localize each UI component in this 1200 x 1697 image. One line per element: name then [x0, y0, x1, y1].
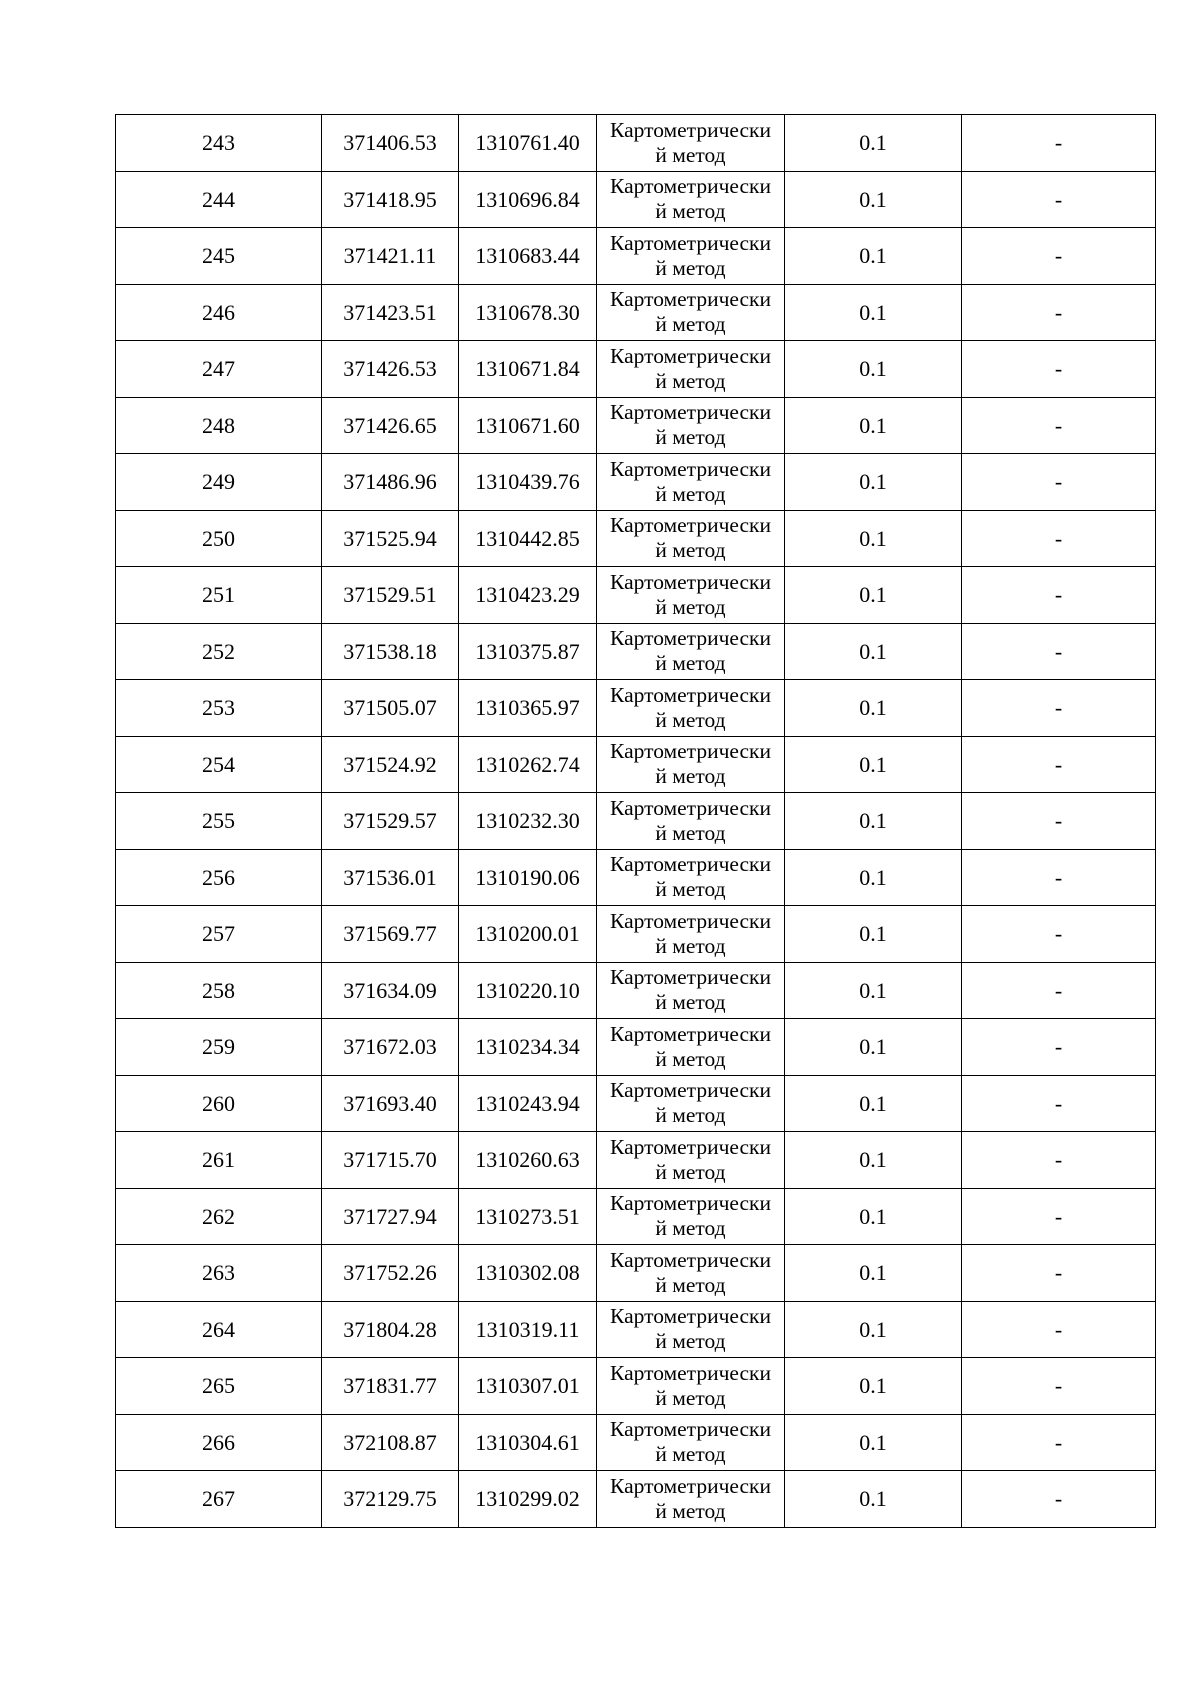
method-text-line-2: й метод [655, 877, 726, 902]
method-text-line-2: й метод [655, 199, 726, 224]
method-text-line-2: й метод [655, 1498, 726, 1523]
method-cell [597, 341, 785, 398]
method-text-line-1: Картометрически [610, 1191, 771, 1216]
method-text-line-2: й метод [655, 933, 726, 958]
point-number-cell: 256 [116, 849, 322, 906]
description-cell: - [962, 793, 1156, 850]
y-coordinate-cell: 1310696.84 [459, 171, 597, 228]
point-number-cell: 247 [116, 341, 322, 398]
method-text-line-2: й метод [655, 538, 726, 563]
method-text-line-2: й метод [655, 990, 726, 1015]
y-coordinate-cell: 1310302.08 [459, 1245, 597, 1302]
description-cell: - [962, 1245, 1156, 1302]
description-cell: - [962, 1358, 1156, 1415]
table-row [116, 228, 1156, 285]
method-cell [597, 623, 785, 680]
method-text-line-2: й метод [655, 764, 726, 789]
y-coordinate-cell: 1310200.01 [459, 906, 597, 963]
method-text-line-2: й метод [655, 594, 726, 619]
point-number-cell: 260 [116, 1075, 322, 1132]
accuracy-cell: 0.1 [785, 1245, 962, 1302]
x-coordinate-cell: 371529.57 [322, 793, 459, 850]
method-text-line-1: Картометрически [610, 682, 771, 707]
method-text-line-1: Картометрически [610, 965, 771, 990]
method-text-line-2: й метод [655, 1385, 726, 1410]
method-cell [597, 567, 785, 624]
accuracy-cell: 0.1 [785, 1188, 962, 1245]
accuracy-cell: 0.1 [785, 397, 962, 454]
accuracy-cell: 0.1 [785, 228, 962, 285]
method-text-line-2: й метод [655, 142, 726, 167]
table-row [116, 284, 1156, 341]
description-cell: - [962, 1132, 1156, 1189]
description-cell: - [962, 1414, 1156, 1471]
accuracy-cell: 0.1 [785, 623, 962, 680]
x-coordinate-cell: 371426.65 [322, 397, 459, 454]
table-row [116, 906, 1156, 963]
accuracy-cell: 0.1 [785, 680, 962, 737]
method-cell [597, 962, 785, 1019]
method-text-line-2: й метод [655, 368, 726, 393]
y-coordinate-cell: 1310304.61 [459, 1414, 597, 1471]
point-number-cell: 245 [116, 228, 322, 285]
x-coordinate-cell: 371418.95 [322, 171, 459, 228]
accuracy-cell: 0.1 [785, 171, 962, 228]
description-cell: - [962, 341, 1156, 398]
point-number-cell: 252 [116, 623, 322, 680]
accuracy-cell: 0.1 [785, 1132, 962, 1189]
method-cell [597, 1019, 785, 1076]
table-row [116, 849, 1156, 906]
description-cell: - [962, 962, 1156, 1019]
y-coordinate-cell: 1310307.01 [459, 1358, 597, 1415]
method-cell [597, 284, 785, 341]
table-row [116, 454, 1156, 511]
point-number-cell: 259 [116, 1019, 322, 1076]
table-row [116, 1075, 1156, 1132]
y-coordinate-cell: 1310243.94 [459, 1075, 597, 1132]
y-coordinate-cell: 1310683.44 [459, 228, 597, 285]
description-cell: - [962, 115, 1156, 172]
method-cell [597, 510, 785, 567]
x-coordinate-cell: 371538.18 [322, 623, 459, 680]
y-coordinate-cell: 1310439.76 [459, 454, 597, 511]
method-text-line-1: Картометрически [610, 1021, 771, 1046]
description-cell: - [962, 567, 1156, 624]
method-cell [597, 397, 785, 454]
description-cell: - [962, 1019, 1156, 1076]
accuracy-cell: 0.1 [785, 454, 962, 511]
accuracy-cell: 0.1 [785, 1414, 962, 1471]
table-row [116, 680, 1156, 737]
method-cell [597, 171, 785, 228]
table-row [116, 341, 1156, 398]
accuracy-cell: 0.1 [785, 510, 962, 567]
method-text-line-2: й метод [655, 312, 726, 337]
method-text-line-1: Картометрически [610, 343, 771, 368]
coordinates-table [115, 114, 1156, 1528]
method-text-line-1: Картометрически [610, 795, 771, 820]
description-cell: - [962, 1075, 1156, 1132]
y-coordinate-cell: 1310423.29 [459, 567, 597, 624]
method-cell [597, 1414, 785, 1471]
point-number-cell: 258 [116, 962, 322, 1019]
accuracy-cell: 0.1 [785, 849, 962, 906]
description-cell: - [962, 171, 1156, 228]
method-text-line-2: й метод [655, 707, 726, 732]
method-cell [597, 1471, 785, 1528]
x-coordinate-cell: 371715.70 [322, 1132, 459, 1189]
accuracy-cell: 0.1 [785, 1358, 962, 1415]
method-cell [597, 1245, 785, 1302]
table-row [116, 397, 1156, 454]
method-text-line-2: й метод [655, 1329, 726, 1354]
table-row [116, 1471, 1156, 1528]
table-row [116, 1245, 1156, 1302]
x-coordinate-cell: 371634.09 [322, 962, 459, 1019]
method-text-line-1: Картометрически [610, 117, 771, 142]
point-number-cell: 257 [116, 906, 322, 963]
accuracy-cell: 0.1 [785, 567, 962, 624]
x-coordinate-cell: 371426.53 [322, 341, 459, 398]
description-cell: - [962, 397, 1156, 454]
table-row [116, 793, 1156, 850]
x-coordinate-cell: 371524.92 [322, 736, 459, 793]
point-number-cell: 249 [116, 454, 322, 511]
table-row [116, 1188, 1156, 1245]
description-cell: - [962, 849, 1156, 906]
accuracy-cell: 0.1 [785, 1471, 962, 1528]
description-cell: - [962, 906, 1156, 963]
table-row [116, 1414, 1156, 1471]
x-coordinate-cell: 371752.26 [322, 1245, 459, 1302]
table-row [116, 115, 1156, 172]
description-cell: - [962, 510, 1156, 567]
x-coordinate-cell: 371505.07 [322, 680, 459, 737]
method-cell [597, 906, 785, 963]
y-coordinate-cell: 1310678.30 [459, 284, 597, 341]
method-text-line-2: й метод [655, 1216, 726, 1241]
point-number-cell: 251 [116, 567, 322, 624]
method-cell [597, 1358, 785, 1415]
method-text-line-1: Картометрически [610, 513, 771, 538]
y-coordinate-cell: 1310375.87 [459, 623, 597, 680]
method-cell [597, 793, 785, 850]
table-row [116, 1019, 1156, 1076]
x-coordinate-cell: 371804.28 [322, 1301, 459, 1358]
method-cell [597, 1075, 785, 1132]
description-cell: - [962, 1471, 1156, 1528]
method-text-line-1: Картометрически [610, 456, 771, 481]
method-text-line-2: й метод [655, 820, 726, 845]
method-cell [597, 1132, 785, 1189]
method-text-line-1: Картометрически [610, 287, 771, 312]
y-coordinate-cell: 1310442.85 [459, 510, 597, 567]
method-text-line-2: й метод [655, 651, 726, 676]
method-cell [597, 228, 785, 285]
table-row [116, 171, 1156, 228]
method-cell [597, 1188, 785, 1245]
point-number-cell: 255 [116, 793, 322, 850]
method-cell [597, 454, 785, 511]
method-text-line-2: й метод [655, 1103, 726, 1128]
accuracy-cell: 0.1 [785, 736, 962, 793]
y-coordinate-cell: 1310299.02 [459, 1471, 597, 1528]
y-coordinate-cell: 1310671.60 [459, 397, 597, 454]
method-text-line-2: й метод [655, 1159, 726, 1184]
x-coordinate-cell: 371727.94 [322, 1188, 459, 1245]
table-row [116, 567, 1156, 624]
x-coordinate-cell: 371672.03 [322, 1019, 459, 1076]
method-cell [597, 736, 785, 793]
method-cell [597, 680, 785, 737]
description-cell: - [962, 680, 1156, 737]
point-number-cell: 250 [116, 510, 322, 567]
y-coordinate-cell: 1310262.74 [459, 736, 597, 793]
point-number-cell: 261 [116, 1132, 322, 1189]
point-number-cell: 262 [116, 1188, 322, 1245]
y-coordinate-cell: 1310365.97 [459, 680, 597, 737]
x-coordinate-cell: 371693.40 [322, 1075, 459, 1132]
y-coordinate-cell: 1310273.51 [459, 1188, 597, 1245]
description-cell: - [962, 736, 1156, 793]
method-text-line-1: Картометрически [610, 230, 771, 255]
x-coordinate-cell: 371421.11 [322, 228, 459, 285]
method-text-line-1: Картометрически [610, 1360, 771, 1385]
table-row [116, 1301, 1156, 1358]
y-coordinate-cell: 1310260.63 [459, 1132, 597, 1189]
x-coordinate-cell: 371536.01 [322, 849, 459, 906]
x-coordinate-cell: 371486.96 [322, 454, 459, 511]
accuracy-cell: 0.1 [785, 1075, 962, 1132]
point-number-cell: 248 [116, 397, 322, 454]
x-coordinate-cell: 371569.77 [322, 906, 459, 963]
point-number-cell: 265 [116, 1358, 322, 1415]
point-number-cell: 244 [116, 171, 322, 228]
method-cell [597, 1301, 785, 1358]
coordinates-table-body [116, 115, 1156, 1528]
accuracy-cell: 0.1 [785, 1019, 962, 1076]
accuracy-cell: 0.1 [785, 906, 962, 963]
method-text-line-1: Картометрически [610, 739, 771, 764]
x-coordinate-cell: 372129.75 [322, 1471, 459, 1528]
method-text-line-1: Картометрически [610, 569, 771, 594]
method-text-line-1: Картометрически [610, 1304, 771, 1329]
method-text-line-2: й метод [655, 255, 726, 280]
method-text-line-1: Картометрически [610, 908, 771, 933]
method-text-line-1: Картометрически [610, 1473, 771, 1498]
description-cell: - [962, 1301, 1156, 1358]
table-row [116, 510, 1156, 567]
table-row [116, 736, 1156, 793]
point-number-cell: 264 [116, 1301, 322, 1358]
accuracy-cell: 0.1 [785, 793, 962, 850]
accuracy-cell: 0.1 [785, 284, 962, 341]
method-text-line-1: Картометрически [610, 174, 771, 199]
method-text-line-1: Картометрически [610, 626, 771, 651]
method-text-line-1: Картометрически [610, 1417, 771, 1442]
method-text-line-2: й метод [655, 425, 726, 450]
method-cell [597, 115, 785, 172]
accuracy-cell: 0.1 [785, 1301, 962, 1358]
method-text-line-1: Картометрически [610, 1247, 771, 1272]
description-cell: - [962, 284, 1156, 341]
method-text-line-1: Картометрически [610, 1078, 771, 1103]
x-coordinate-cell: 371406.53 [322, 115, 459, 172]
method-text-line-2: й метод [655, 1046, 726, 1071]
y-coordinate-cell: 1310761.40 [459, 115, 597, 172]
point-number-cell: 243 [116, 115, 322, 172]
x-coordinate-cell: 371831.77 [322, 1358, 459, 1415]
method-text-line-1: Картометрически [610, 852, 771, 877]
point-number-cell: 246 [116, 284, 322, 341]
x-coordinate-cell: 371525.94 [322, 510, 459, 567]
x-coordinate-cell: 372108.87 [322, 1414, 459, 1471]
method-text-line-2: й метод [655, 481, 726, 506]
accuracy-cell: 0.1 [785, 962, 962, 1019]
y-coordinate-cell: 1310319.11 [459, 1301, 597, 1358]
table-row [116, 623, 1156, 680]
point-number-cell: 254 [116, 736, 322, 793]
description-cell: - [962, 623, 1156, 680]
x-coordinate-cell: 371423.51 [322, 284, 459, 341]
y-coordinate-cell: 1310234.34 [459, 1019, 597, 1076]
accuracy-cell: 0.1 [785, 341, 962, 398]
point-number-cell: 267 [116, 1471, 322, 1528]
method-cell [597, 849, 785, 906]
y-coordinate-cell: 1310671.84 [459, 341, 597, 398]
method-text-line-1: Картометрически [610, 400, 771, 425]
point-number-cell: 263 [116, 1245, 322, 1302]
x-coordinate-cell: 371529.51 [322, 567, 459, 624]
y-coordinate-cell: 1310190.06 [459, 849, 597, 906]
description-cell: - [962, 454, 1156, 511]
method-text-line-1: Картометрически [610, 1134, 771, 1159]
table-row [116, 1358, 1156, 1415]
accuracy-cell: 0.1 [785, 115, 962, 172]
description-cell: - [962, 1188, 1156, 1245]
point-number-cell: 266 [116, 1414, 322, 1471]
method-text-line-2: й метод [655, 1272, 726, 1297]
table-row [116, 1132, 1156, 1189]
point-number-cell: 253 [116, 680, 322, 737]
description-cell: - [962, 228, 1156, 285]
method-text-line-2: й метод [655, 1442, 726, 1467]
y-coordinate-cell: 1310220.10 [459, 962, 597, 1019]
table-row [116, 962, 1156, 1019]
y-coordinate-cell: 1310232.30 [459, 793, 597, 850]
